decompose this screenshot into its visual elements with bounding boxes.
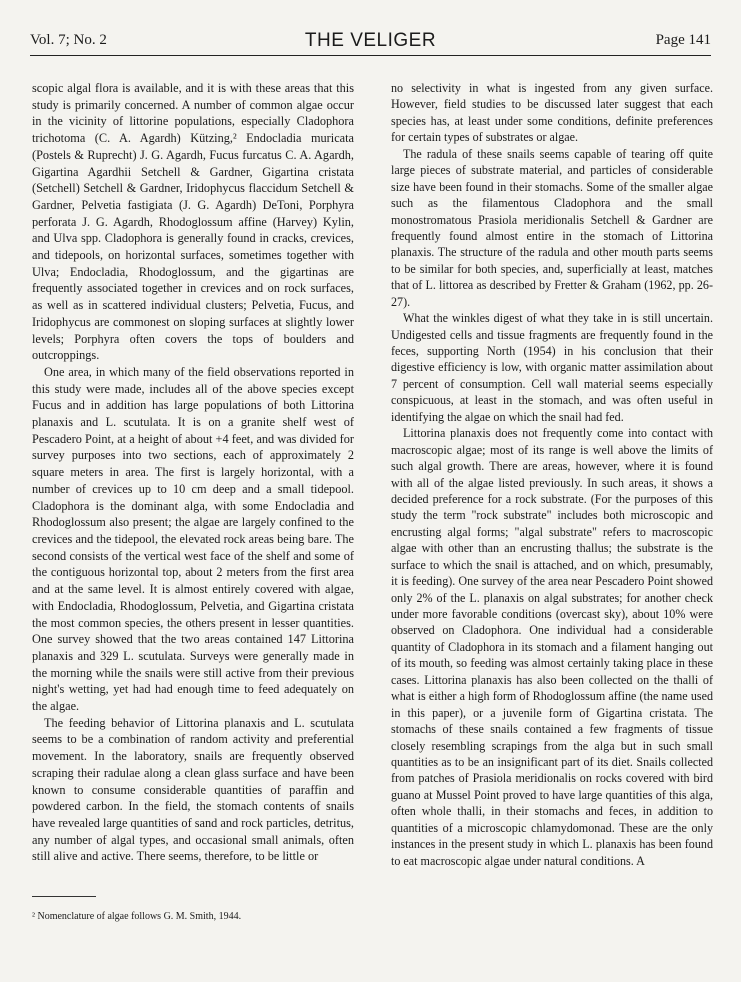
volume-number: Vol. 7; No. 2 bbox=[30, 32, 107, 48]
paragraph: One area, in which many of the field observations reported in this study were made, includes all of the above species except Fucus and in addition has large populations of both Littorina planaxis and L. scutulata. It is on a granite shelf west of Pescadero Point, at a height of about +4 feet, and was divided for survey purposes into two sections, each of approximately 2 square meters in area. The first is largely horizontal, with a number of crevices up to 10 cm deep and a small tidepool. Cladophora is the dominant alga, with some Endocladia and Rhodoglossum also present; the algae are largely confined to the crevices and the tidepool, the elevated rock areas being bare. The second consists of the vertical west face of the shelf and some of the contiguous horizontal top, about 2 meters from the first area and at the same level. It is almost entirely covered with algae, with Endocladia, Rhodoglossum, Pelvetia, and Gigartina cristata the most common species, the others present in lesser quantities. One survey showed that the two areas contained 147 Littorina planaxis and 329 L. scutulata. Surveys were generally made in the morning while the snails were still active from their previous night's wetting, yet had had enough time to feed adequately on the algae. bbox=[32, 364, 354, 714]
right-column bbox=[391, 80, 713, 869]
paragraph: scopic algal flora is available, and it is with these areas that this study is primarily concerned. A number of common algae occur in the vicinity of littorine populations, especially Cladophora trichotoma (C. A. Agardh) Kützing,² Endocladia muricata (Postels & Ruprecht) J. G. Agardh, Fucus furcatus C. A. Agardh, Gigartina Agardhii Setchell & Gardner, Gigartina cristata (Setchell) Setchell & Gardner, Iridophycus flaccidum Setchell & Gardner, Pelvetia fastigiata (J. G. Agardh) DeToni, Porphyra perforata J. G. Agardh, Rhodoglossum affine (Harvey) Kylin, and Ulva spp. Cladophora is generally found in cracks, crevices, and tidepools, on horizontal surfaces, sometimes together with Ulva; Endocladia, Rhodoglossum, and the gigartinas are frequently associated together in crevices and on rock surfaces, as well as in scattered individual clusters; Pelvetia, Fucus, and Iridophycus are commonest on sloping surfaces at slightly lower levels; Porphyra often covers the tops of boulders and outcroppings. bbox=[32, 81, 354, 363]
left-column bbox=[32, 80, 354, 865]
paragraph: The radula of these snails seems capable of tearing off quite large pieces of substrate material, and particles of considerable size have been found in their stomachs. Some of the smaller algae such as the filamentous Cladophora and the small monostromatous Prasiola meridionalis Setchell & Gardner are frequently found almost entire in the stomach of Littorina planaxis. The structure of the radula and other mouth parts seems to be similar for both species, and, superficially at least, matches that of L. littorea as described by Fretter & Graham (1962, pp. 26-27). bbox=[391, 146, 713, 309]
header-rule bbox=[30, 55, 711, 56]
footnote-rule bbox=[32, 896, 96, 897]
paragraph: What the winkles digest of what they take in is still uncertain. Undigested cells and tissue fragments are frequently found in the feces, supporting North (1954) in his conclusion that their digestive efficiency is low, with organic matter assimilation about 7 percent of consumption. Cell wall material seems especially conspicuous, at least in the stomach, and was often useful in identifying the algae on which the snail had fed. bbox=[391, 311, 713, 424]
page-number: Page 141 bbox=[655, 32, 711, 48]
running-header bbox=[30, 30, 711, 54]
paragraph: Littorina planaxis does not frequently come into contact with macroscopic algae; most of its range is well above the limits of such algal growth. There are areas, however, where it is found with all of the algae listed previously. In such areas, it shows a decided preference for a rock substrate. (For the purposes of this study the term "rock substrate" includes both microscopic and encrusting algal forms; "algal substrate" refers to macroscopic algae with other than an encrusting thallus; the substrate is the surface to which the snail is attached, and on which, presumably, it is feeding). One survey of the area near Pescadero Point showed only 2% of the L. planaxis on algal substrates; for another check under more favorable conditions (overcast sky), about 10% were observed on Cladophora. One individual had a considerable quantity of Cladophora in its stomach and a filament hanging out of its mouth, so feeding was almost certainly taking place in these cases. Littorina planaxis has also been collected on the thalli of what is either a high form of Rhodoglossum affine (the name used in this paper), or a juvenile form of Gigartina cristata. The stomachs of these snails contained a few fragments of tissue closely resembling scrapings from the alga but in such small quantities as to be an insignificant part of its diet. Snails collected from patches of Prasiola meridionalis on rocks covered with bird guano at Mussel Point proved to have large quantities of this alga, often whole thalli, in their stomachs and feces, in addition to quantities of a microscopic chlamydomonad. These are the only instances in the present study in which L. planaxis has been found to eat macroscopic algae under natural conditions. A bbox=[391, 426, 713, 868]
footnote: ² Nomenclature of algae follows G. M. Smith, 1944. bbox=[32, 911, 242, 922]
journal-title: THE VELIGER bbox=[304, 30, 437, 51]
paragraph: no selectivity in what is ingested from any given surface. However, field studies to be discussed later suggest that each species has, at least under some conditions, definite preferences for certain types of substrates or algae. bbox=[391, 81, 713, 145]
paragraph: The feeding behavior of Littorina planaxis and L. scutulata seems to be a combination of random activity and preferential movement. In the laboratory, snails are frequently observed scraping their radulae along a clean glass surface and have been known to consume considerable quantities of paraffin and powdered carbon. In the field, the stomach contents of snails have revealed large quantities of sand and rock particles, detritus, any number of algal types, and occasional small animals, often still alive and active. There seems, therefore, to be little or bbox=[32, 715, 354, 864]
